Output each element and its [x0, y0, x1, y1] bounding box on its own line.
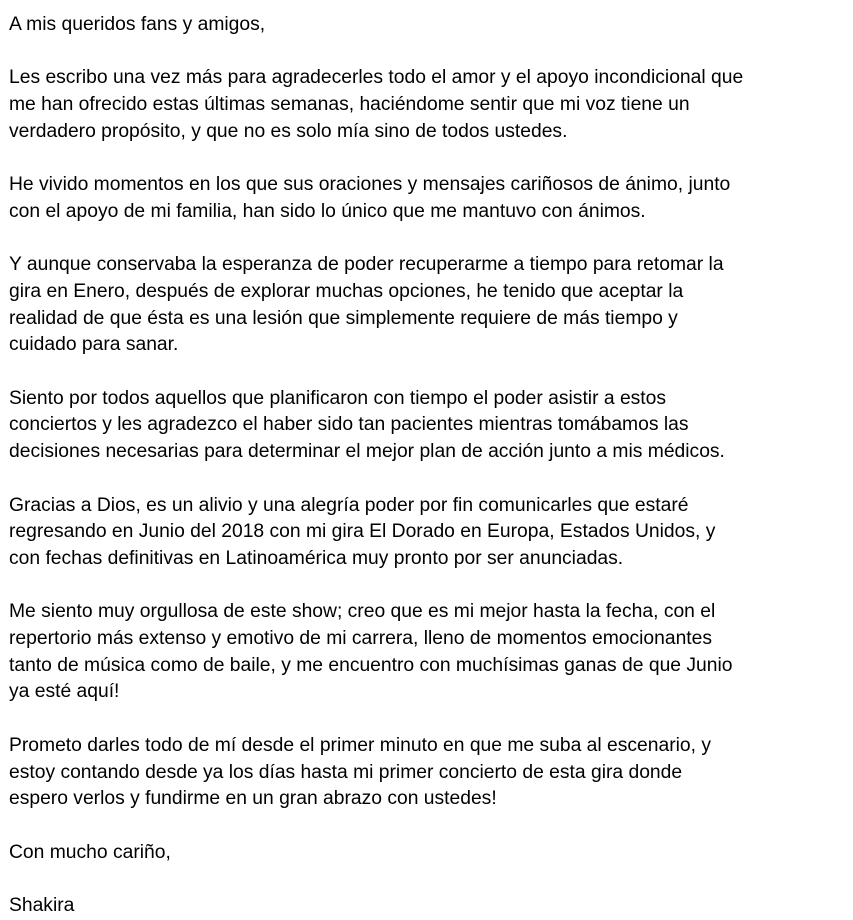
paragraph-line: Gracias a Dios, es un alivio y una alegría poder por fin comunicarles que estaré	[9, 494, 689, 516]
paragraph-line: estoy contando desde ya los días hasta mi primer concierto de esta gira donde	[9, 761, 683, 783]
closing-line: Con mucho cariño,	[9, 841, 171, 863]
paragraph-line: espero verlos y fundirme en un gran abrazo con ustedes!	[9, 788, 497, 810]
paragraph-line: Me siento muy orgullosa de este show; creo que es mi mejor hasta la fecha, con el	[9, 601, 716, 623]
paragraph-5	[9, 493, 847, 573]
paragraph-line: conciertos y les agradezco el haber sido tan pacientes mientras tomábamos las	[9, 414, 689, 436]
closing	[9, 840, 847, 867]
paragraph-line: repertorio más extenso y emotivo de mi carrera, lleno de momentos emocionantes	[9, 628, 713, 650]
letter-body	[9, 12, 847, 920]
paragraph-line: me han ofrecido estas últimas semanas, haciéndome sentir que mi voz tiene un	[9, 94, 690, 116]
paragraph-line: realidad de que ésta es una lesión que simplemente requiere de más tiempo y	[9, 307, 678, 329]
paragraph-2	[9, 172, 847, 225]
paragraph-line: Les escribo una vez más para agradecerles todo el amor y el apoyo incondicional que	[9, 67, 744, 89]
paragraph-line: con fechas definitivas en Latinoamérica muy pronto por ser anunciadas.	[9, 547, 624, 569]
paragraph-line: tanto de música como de baile, y me encuentro con muchísimas ganas de que Junio	[9, 654, 733, 676]
paragraph-4	[9, 386, 847, 466]
paragraph-line: He vivido momentos en los que sus oraciones y mensajes cariñosos de ánimo, junto	[9, 174, 731, 196]
signature	[9, 893, 847, 920]
greeting	[9, 12, 847, 39]
paragraph-line: decisiones necesarias para determinar el mejor plan de acción junto a mis médicos.	[9, 441, 725, 463]
paragraph-1	[9, 65, 847, 145]
paragraph-6	[9, 599, 847, 706]
paragraph-line: con el apoyo de mi familia, han sido lo único que me mantuvo con ánimos.	[9, 200, 646, 222]
paragraph-3	[9, 252, 847, 359]
paragraph-line: Prometo darles todo de mí desde el primer minuto en que me suba al escenario, y	[9, 734, 711, 756]
paragraph-line: Siento por todos aquellos que planificaron con tiempo el poder asistir a estos	[9, 387, 667, 409]
paragraph-line: cuidado para sanar.	[9, 334, 179, 356]
paragraph-line: ya esté aquí!	[9, 681, 120, 703]
paragraph-line: regresando en Junio del 2018 con mi gira El Dorado en Europa, Estados Unidos, y	[9, 521, 716, 543]
paragraph-7	[9, 733, 847, 813]
greeting-line: A mis queridos fans y amigos,	[9, 14, 266, 35]
signature-name: Shakira	[9, 895, 75, 917]
paragraph-line: gira en Enero, después de explorar muchas opciones, he tenido que aceptar la	[9, 280, 684, 302]
paragraph-line: verdadero propósito, y que no es solo mía sino de todos ustedes.	[9, 120, 568, 142]
paragraph-line: Y aunque conservaba la esperanza de poder recuperarme a tiempo para retomar la	[9, 254, 724, 276]
